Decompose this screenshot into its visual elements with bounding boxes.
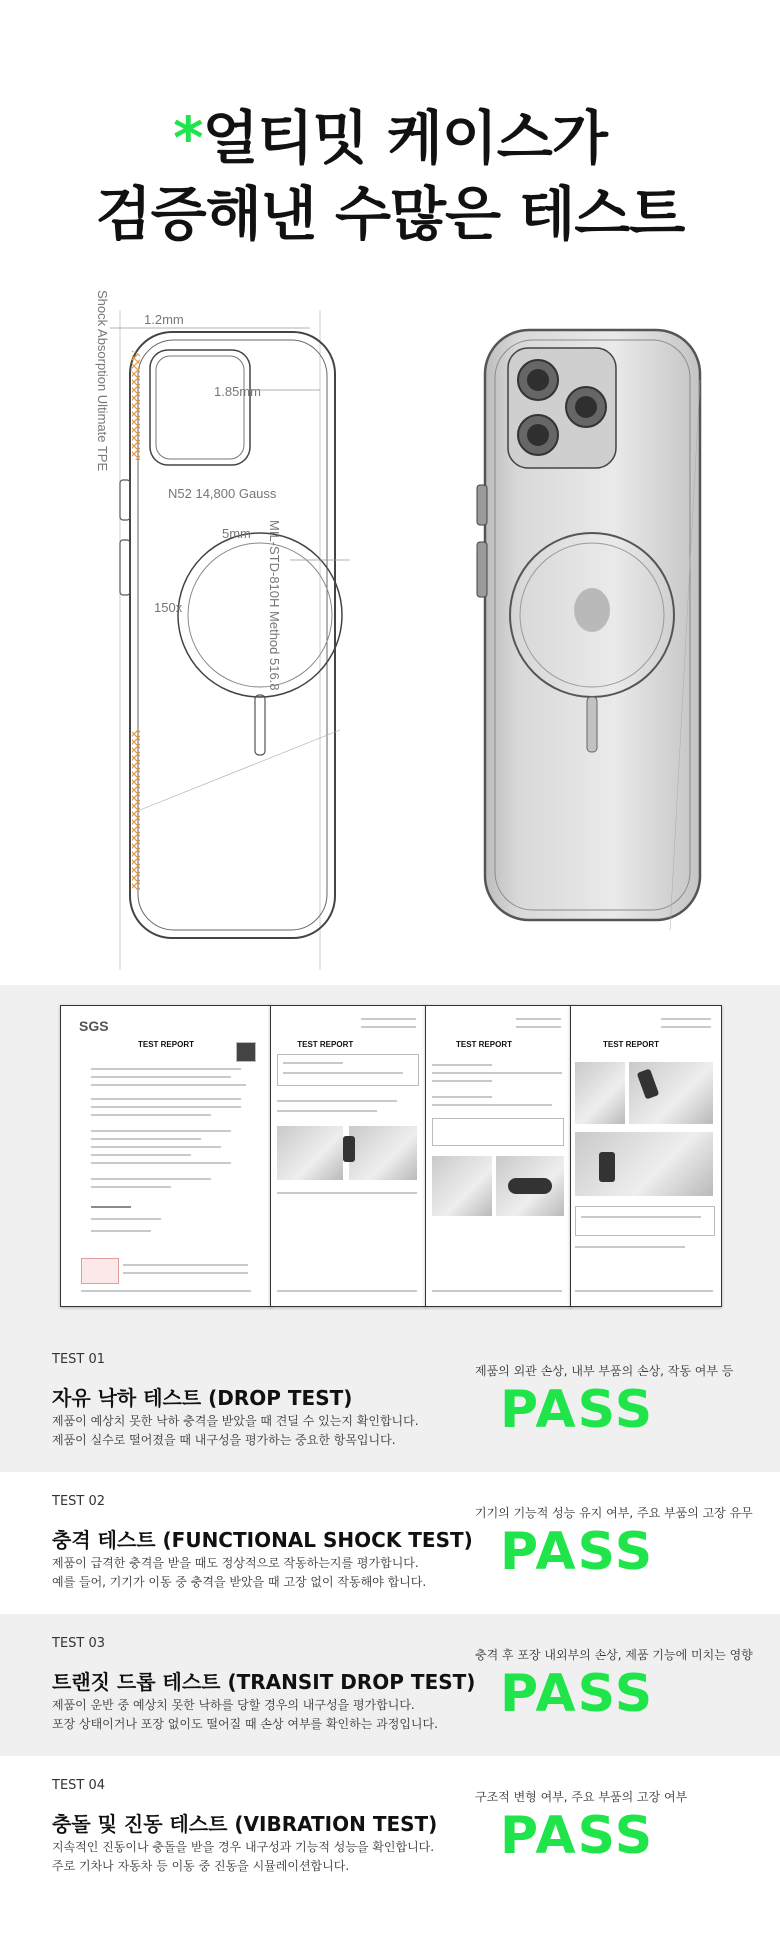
test-title: 충돌 및 진동 테스트 (VIBRATION TEST) [52,1812,438,1836]
test-description-line1: 지속적인 진동이나 충돌을 받을 경우 내구성과 기능적 성능을 확인합니다. [52,1840,435,1854]
test-02-row [0,1472,780,1614]
test-reports-section [0,985,780,1330]
test-criteria: 구조적 변형 여부, 주요 부품의 고장 여부 [475,1790,688,1804]
test-report-document [270,1005,427,1307]
test-label: TEST 02 [52,1494,106,1509]
line-art-case [95,290,350,970]
drop-count-label: 150x [154,600,183,615]
standard-label: MIL-STD-810H Method 516.8 [267,520,282,691]
test-criteria: 제품의 외관 손상, 내부 부품의 손상, 작동 여부 등 [475,1364,734,1378]
test-label: TEST 01 [52,1352,106,1367]
test-report-title: TEST REPORT [297,1040,354,1049]
test-03-row [0,1614,780,1756]
thickness-camera-label: 1.85mm [214,384,261,399]
test-label: TEST 04 [52,1778,106,1793]
material-label: Shock Absorption Ultimate TPE [95,290,110,472]
test-description-line2: 포장 상태이거나 포장 없이도 떨어질 때 손상 여부를 확인하는 과정입니다. [52,1717,438,1731]
hero-title-line2: 검증해낸 수많은 테스트 [95,180,685,248]
thickness-edge-label: 1.2mm [144,312,184,327]
test-title: 충격 테스트 (FUNCTIONAL SHOCK TEST) [52,1528,473,1552]
asterisk-mark: * [173,104,203,172]
hero-title [0,100,780,252]
sgs-logo: SGS [79,1018,109,1034]
test-description-line1: 제품이 급격한 충격을 받을 때도 정상적으로 작동하는지를 평가합니다. [52,1556,419,1570]
test-04-row [0,1756,780,1898]
test-report-document [60,1005,272,1307]
test-description-line1: 제품이 운반 중 예상치 못한 낙하를 당할 경우의 내구성을 평가합니다. [52,1698,415,1712]
test-report-document [425,1005,572,1307]
test-description [52,1838,434,1876]
test-label: TEST 03 [52,1636,106,1651]
magnet-gap-label: 5mm [222,526,251,541]
test-description [52,1696,438,1734]
test-title: 트랜짓 드롭 테스트 (TRANSIT DROP TEST) [52,1670,476,1694]
test-description-line2: 주로 기차나 자동차 등 이동 중 진동을 시뮬레이션합니다. [52,1859,350,1873]
test-report-title: TEST REPORT [137,1040,194,1049]
test-report-title: TEST REPORT [455,1040,512,1049]
pass-badge: PASS [500,1664,655,1724]
test-description-line2: 예를 들어, 기기가 이동 중 충격을 받았을 때 고장 없이 작동해야 합니다. [52,1575,427,1589]
test-report-title: TEST REPORT [602,1040,659,1049]
test-description [52,1412,419,1450]
rendered-case [477,330,700,930]
pass-badge: PASS [500,1380,655,1440]
test-title: 자유 낙하 테스트 (DROP TEST) [52,1386,353,1410]
test-criteria: 충격 후 포장 내외부의 손상, 제품 기능에 미치는 영향 [475,1648,753,1662]
magnet-label: N52 14,800 Gauss [168,486,277,501]
test-criteria: 기기의 기능적 성능 유지 여부, 주요 부품의 고장 유무 [475,1506,753,1520]
hero-title-line1: 얼티밋 케이스가 [202,104,607,172]
test-description-line2: 제품이 실수로 떨어졌을 때 내구성을 평가하는 중요한 항목입니다. [52,1433,396,1447]
test-description-line1: 제품이 예상치 못한 낙하 충격을 받았을 때 견딜 수 있는지 확인합니다. [52,1414,419,1428]
test-01-row [0,1330,780,1472]
test-description [52,1554,426,1592]
pass-badge: PASS [500,1806,655,1866]
case-sketch-illustration [95,290,750,970]
test-report-document [570,1005,722,1307]
pass-badge: PASS [500,1522,655,1582]
